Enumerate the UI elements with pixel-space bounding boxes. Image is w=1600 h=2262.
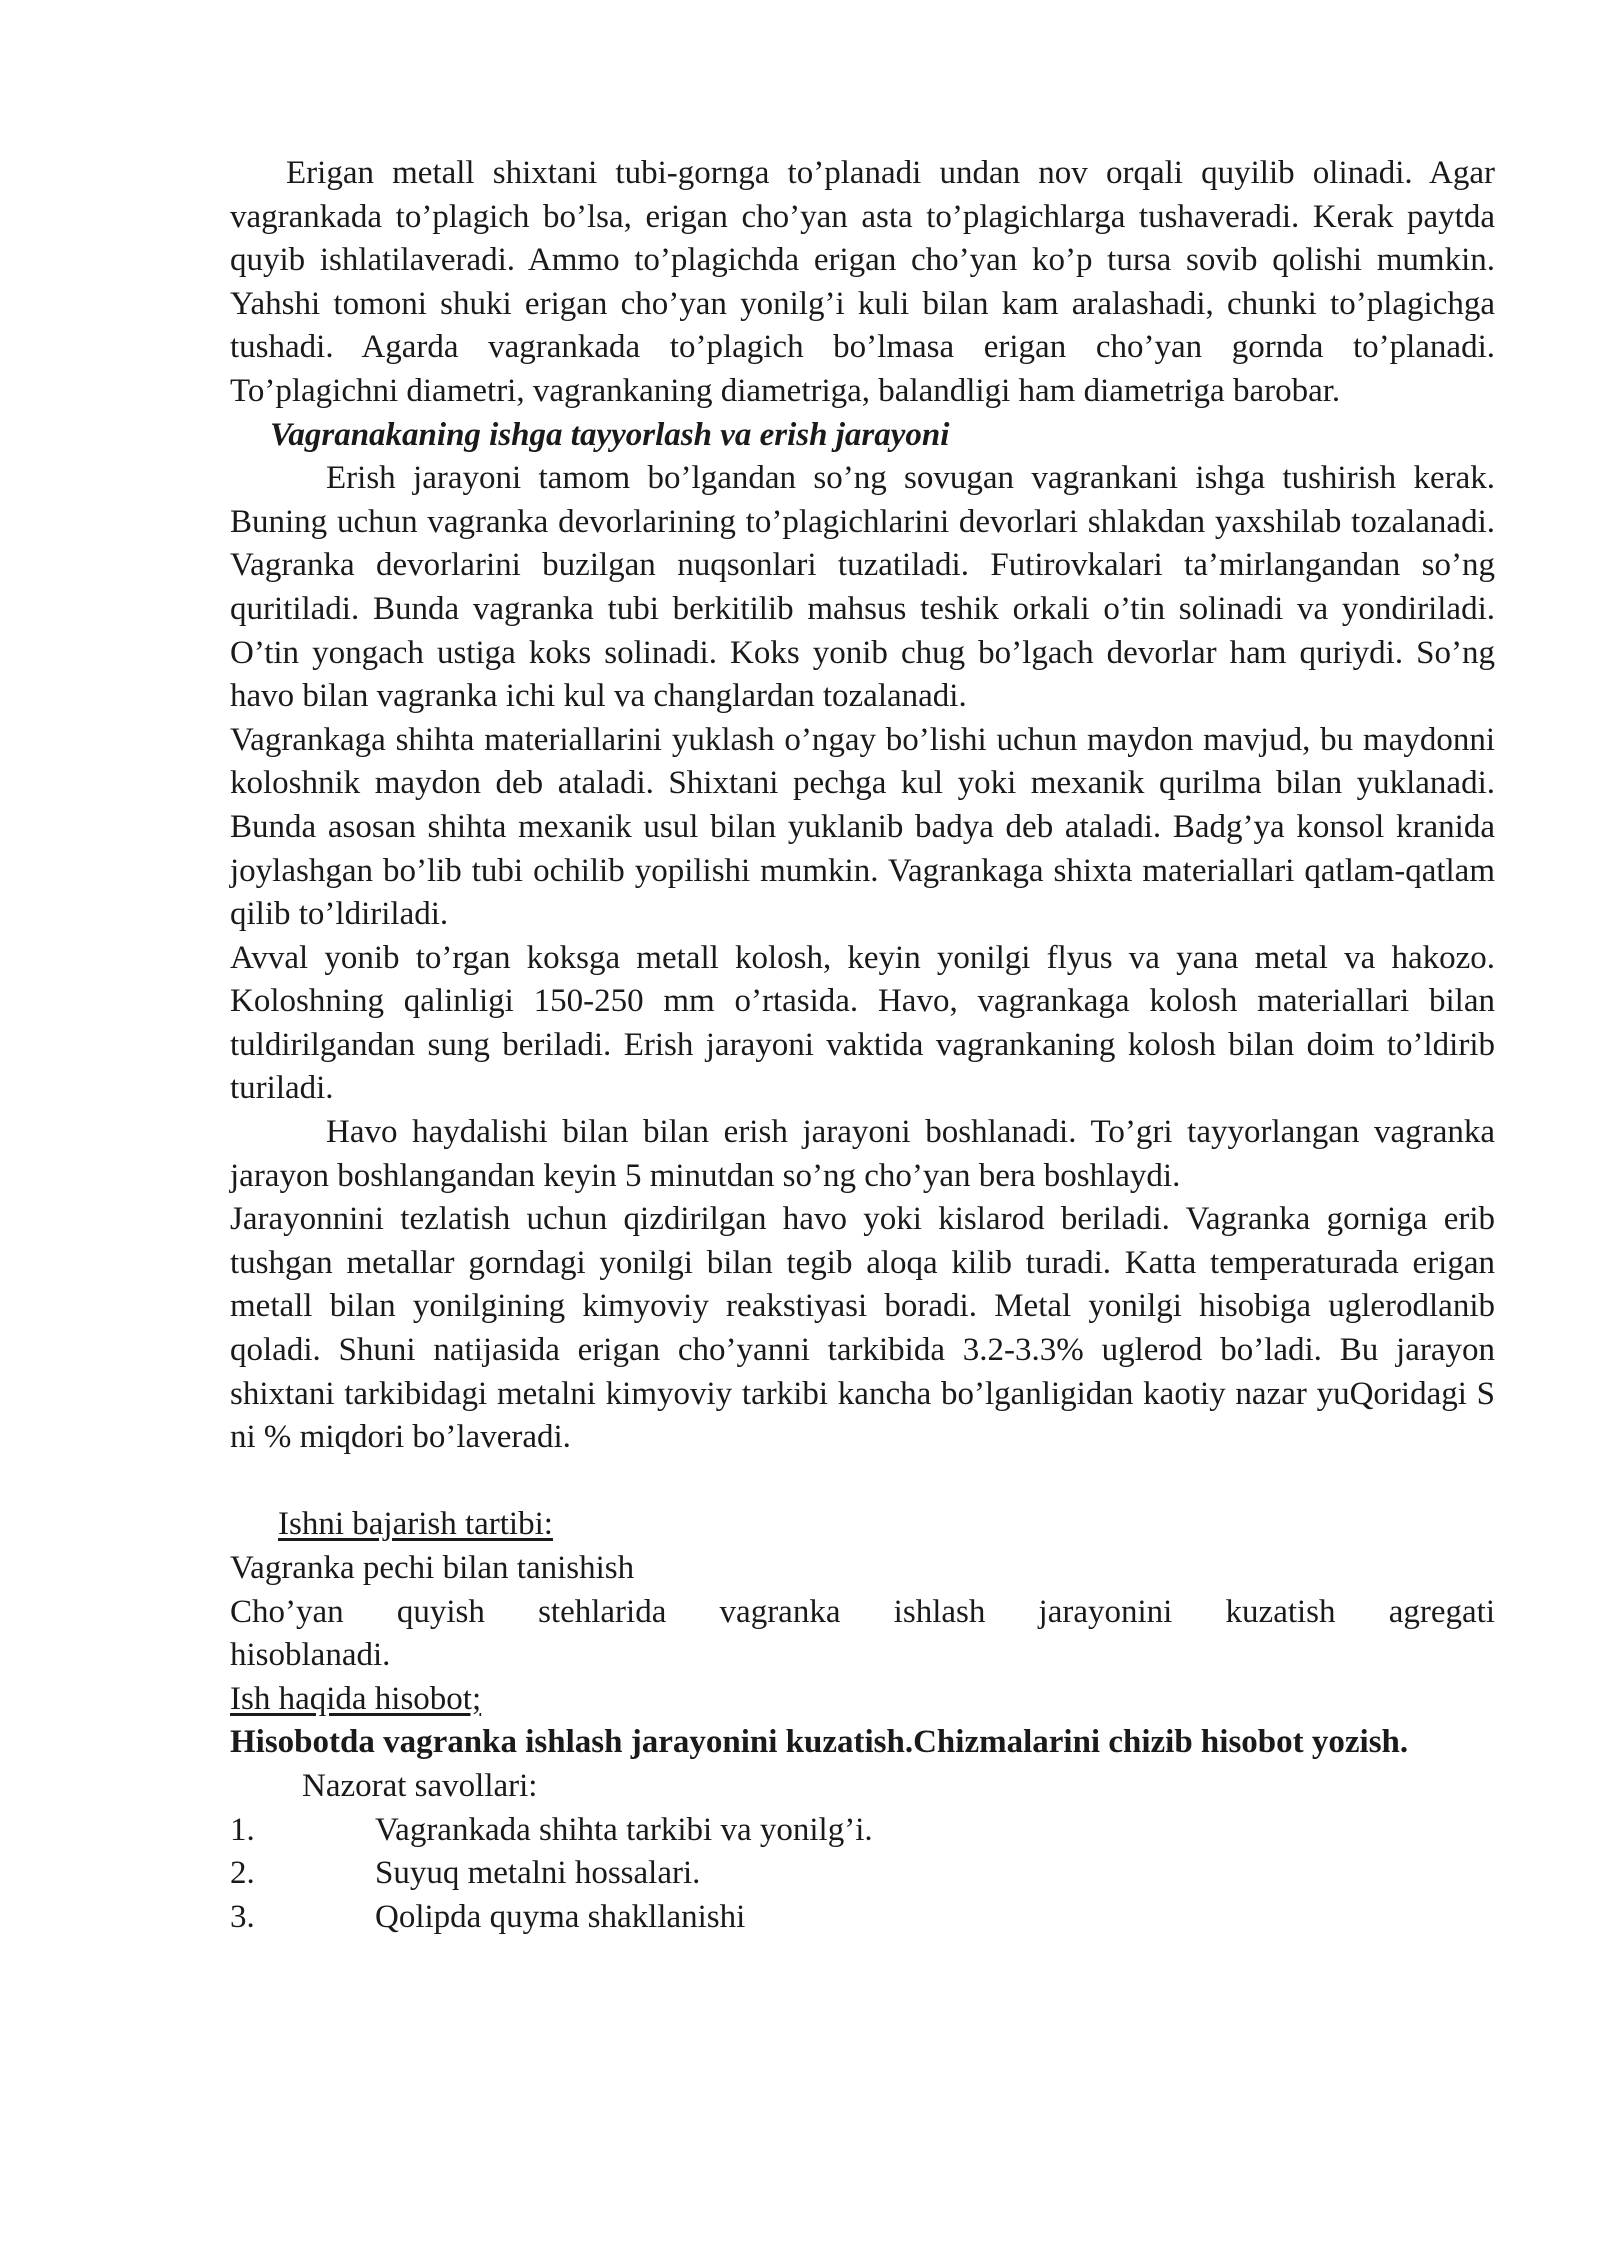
list-item (230, 1809, 1495, 1853)
list-item (230, 1896, 1495, 1940)
list-item-text: Vagrankada shihta tarkibi va yonilg’i. (375, 1811, 873, 1848)
document-page (230, 152, 1495, 1939)
paragraph-kolosh: Avval yonib to’rgan koksga metall kolosh, keyin yonilgi flyus va yana metal va hakozo. Koloshning qalinligi 150-250 mm o’rtasida. Havo, vagrankaga kolosh materiallari bilan tuldirilgandan sung beriladi. Erish jarayoni vaktida vagrankaning kolosh bilan doim to’ldirib turiladi. (230, 939, 1495, 1107)
blank-line (230, 1460, 1495, 1504)
list-item-number: 3. (230, 1898, 255, 1935)
work-order-heading (230, 1503, 1495, 1547)
report-heading (230, 1678, 1495, 1722)
control-questions-heading: Nazorat savollari: (302, 1767, 538, 1804)
work-order-line-2: Cho’yan quyish stehlarida vagranka ishlash jarayonini kuzatish agregati hisoblanadi. (230, 1593, 1495, 1674)
paragraph-collector: Erigan metall shixtani tubi-gornga to’planadi undan nov orqali quyilib olinadi. Agar vagrankada to’plagich bo’lsa, erigan cho’yan asta to’plagichlarga tushaveradi. Kerak paytda quyib ishlatilaveradi. Ammo to’plagichda erigan cho’yan ko’p tursa sovib qolishi mumkin. Yahshi tomoni shuki erigan cho’yan yonilg’i kuli bilan kam aralashadi, chunki to’plagichga tushadi. Agarda vagrankada to’plagich bo’lmasa erigan cho’yan gornda to’planadi. To’plagichni diametri, vagrankaning diametriga, balandligi ham diametriga barobar. (230, 155, 1495, 409)
work-order-line-1: Vagranka pechi bilan tanishish (230, 1550, 635, 1586)
list-item-number: 1. (230, 1811, 255, 1848)
list-item-text: Suyuq metalni hossalari. (375, 1855, 701, 1892)
work-order-heading-text: Ishni bajarish tartibi: (278, 1506, 553, 1543)
paragraph-air-blast: Havo haydalishi bilan bilan erish jarayoni boshlanadi. To’gri tayyorlangan vagranka jarayon boshlangandan keyin 5 minutdan so’ng cho’yan bera boshlaydi. (230, 1114, 1495, 1194)
list-item-text: Qolipda quyma shakllanishi (375, 1898, 746, 1935)
list-item-number: 2. (230, 1855, 255, 1892)
section-heading: Vagranakaning ishga tayyorlash va erish jarayoni (270, 416, 950, 453)
report-heading-text: Ish haqida hisobot; (230, 1680, 482, 1717)
paragraph-preparation: Erish jarayoni tamom bo’lgandan so’ng sovugan vagrankani ishga tushirish kerak. Buning uchun vagranka devorlarining to’plagichlarini devorlari shlakdan yaxshilab tozalanadi. Vagranka devorlarini buzilgan nuqsonlari tuzatiladi. Futirovkalari ta’mirlangandan so’ng quritiladi. Bunda vagranka tubi berkitilib mahsus teshik orkali o’tin solinadi va yondiriladi. O’tin yongach ustiga koks solinadi. Koks yonib chug bo’lgach devorlar ham quriydi. So’ng havo bilan vagranka ichi kul va changlardan tozalanadi. (230, 460, 1495, 715)
report-text: Hisobotda vagranka ishlash jarayonini kuzatish.Chizmalarini chizib hisobot yozish. (230, 1724, 1409, 1761)
control-questions-list (230, 1809, 1495, 1940)
paragraph-acceleration: Jarayonnini tezlatish uchun qizdirilgan havo yoki kislarod beriladi. Vagranka gorniga erib tushgan metallar gorndagi yonilgi bilan tegib aloqa kilib turadi. Katta temperaturada erigan metall bilan yonilgining kimyoviy reakstiyasi boradi. Metal yonilgi hisobiga uglerodlanib qoladi. Shuni natijasida erigan cho’yanni tarkibida 3.2-3.3% uglerod bo’ladi. Bu jarayon shixtani tarkibidagi metalni kimyoviy tarkibi kancha bo’lganligidan kaotiy nazar yuQoridagi S ni % miqdori bo’laveradi. (230, 1201, 1495, 1456)
paragraph-loading: Vagrankaga shihta materiallarini yuklash o’ngay bo’lishi uchun maydon mavjud, bu maydonni koloshnik maydon deb ataladi. Shixtani pechga kul yoki mexanik qurilma bilan yuklanadi. Bunda asosan shihta mexanik usul bilan yuklanib badya deb ataladi. Badg’ya konsol kranida joylashgan bo’lib tubi ochilib yopilishi mumkin. Vagrankaga shixta materiallari qatlam-qatlam qilib to’ldiriladi. (230, 721, 1495, 933)
list-item (230, 1852, 1495, 1896)
